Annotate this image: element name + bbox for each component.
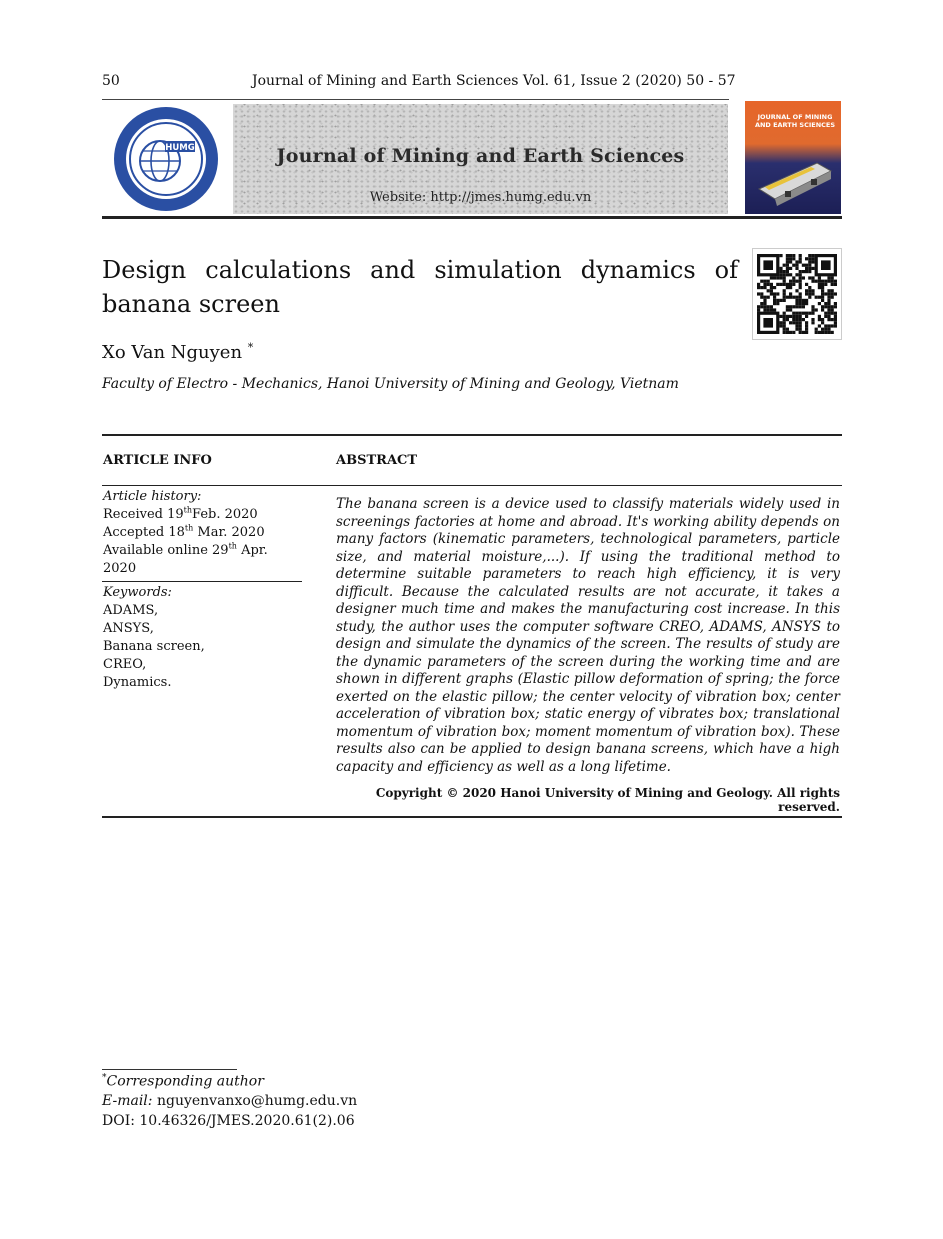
- abstract-heading: ABSTRACT: [336, 453, 418, 468]
- abstract-text: The banana screen is a device used to classify materials widely used in screenings factories at home and abroad. It's working ability depends on many factors (kinematic parameters, technological parameters, particle size, and material moisture,...). If using the traditional method to determine suitable parameters to reach high efficiency, it is very difficult. Because the calculated results are not accurate, it takes a designer much time and makes the manufacturing cost increase. In this study, the author uses the computer software CREO, ADAMS, ANSYS to design and simulate the dynamics of the screen. The results of study are the dynamic parameters of the screen during the working time and are shown in different graphs (Elastic pillow deformation of spring; the force exerted on the elastic pillow; the center velocity of vibration box; center acceleration of vibration box; static energy of vibrates box; translational momentum of vibration box; moment momentum of vibration box). These results also can be applied to design banana screens, which have a high capacity and efficiency as well as a long lifetime.: [336, 496, 840, 775]
- keyword: Dynamics.: [103, 675, 172, 690]
- online-date: Available online 29th Apr. 2020: [103, 541, 268, 576]
- keywords-label: Keywords:: [103, 585, 172, 600]
- running-head: Journal of Mining and Earth Sciences Vol. 61, Issue 2 (2020) 50 - 57: [252, 73, 736, 89]
- corresponding-author: *Corresponding author: [102, 1073, 264, 1090]
- journal-name: Journal of Mining and Earth Sciences: [276, 145, 685, 167]
- history-label: Article history:: [103, 489, 202, 504]
- logo-text: HUMG: [165, 143, 195, 153]
- copyright: Copyright © 2020 Hanoi University of Mining and Geology. All rights reserved.: [375, 786, 840, 814]
- article-title: [102, 253, 738, 321]
- article-info: [103, 488, 303, 692]
- accepted-date: Accepted 18th Mar. 2020: [103, 523, 265, 540]
- footnote-rule: [102, 1069, 237, 1070]
- received-date: Received 19thFeb. 2020: [103, 505, 258, 522]
- banner-rule: [102, 216, 842, 219]
- keywords-rule: [102, 581, 302, 582]
- header-rule: [102, 99, 729, 100]
- affiliation: Faculty of Electro - Mechanics, Hanoi University of Mining and Geology, Vietnam: [102, 376, 679, 392]
- journal-cover: [745, 101, 841, 214]
- page-number: 50: [102, 73, 120, 89]
- abstract-bottom-rule: [102, 816, 842, 818]
- keyword: ADAMS,: [103, 603, 159, 618]
- keyword: CREO,: [103, 657, 147, 672]
- title-line-1: Design calculations and simulation dynamics of: [102, 256, 738, 284]
- journal-website[interactable]: Website: http://jmes.humg.edu.vn: [369, 190, 592, 205]
- info-mid-rule: [102, 485, 842, 486]
- qr-code[interactable]: [752, 248, 842, 340]
- keyword: Banana screen,: [103, 639, 205, 654]
- keyword: ANSYS,: [103, 621, 154, 636]
- doi[interactable]: DOI: 10.46326/JMES.2020.61(2).06: [102, 1113, 355, 1129]
- info-top-rule: [102, 434, 842, 436]
- author: [102, 341, 253, 363]
- cover-machine-icon: [755, 151, 835, 206]
- cover-title: JOURNAL OF MINING AND EARTH SCIENCES: [754, 113, 836, 129]
- author-name: Xo Van Nguyen: [102, 342, 243, 363]
- university-logo: [113, 106, 219, 212]
- title-line-2: banana screen: [102, 290, 280, 318]
- journal-banner: [233, 104, 728, 214]
- author-mark: *: [247, 341, 254, 354]
- email-link[interactable]: nguyenvanxo@humg.edu.vn: [152, 1093, 358, 1109]
- article-info-heading: ARTICLE INFO: [103, 453, 212, 468]
- author-email: E-mail: nguyenvanxo@humg.edu.vn: [102, 1093, 358, 1109]
